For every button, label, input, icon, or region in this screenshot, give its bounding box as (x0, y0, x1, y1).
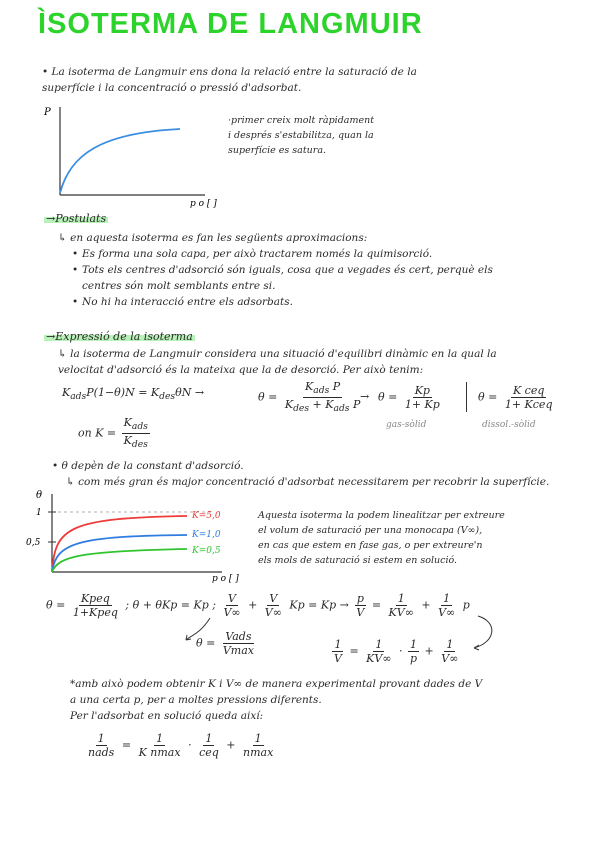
linearization-equation: θ = $\frac{\text{Kpeq}}{\text{1+Kpeq}}$ ; θ + θKp = Kp ; $\frac{V}{V\infty}$ + $\frac{V}{V\infty}$ Kp = Kp → $\frac{p}{V}$ = $\frac{1}{KV\infty}$ + $\frac{1}{V\infty}$ p (46, 592, 470, 619)
final-line-2: a una certa p, per a moltes pressions diferents. (70, 694, 322, 706)
graph1-note (228, 113, 428, 158)
curve-k-5 (52, 516, 187, 572)
graph2-note (258, 508, 558, 568)
graph2-note-line-2: el volum de saturació per una monocapa (V∞), (258, 525, 483, 536)
expressio-line-2: velocitat d'adsorció és la mateixa que la de desorció. Per això tenim: (58, 364, 424, 376)
arrow-1: → (360, 390, 370, 403)
inverse-volume-equation: $\frac{1}{V}$ = $\frac{1}{KV\infty}$ · $\frac{1}{p}$ + $\frac{1}{V\infty}$ (334, 638, 459, 665)
expressio-text (58, 346, 558, 378)
theta-dissolution-solid: θ = $\frac{\text{K ceq}}{\text{1+ Kceq}}$ (478, 384, 553, 411)
x-axis-label: p o [ ] (212, 574, 239, 584)
graph1-note-line-3: superfície es satura. (228, 145, 327, 156)
page-title: ÌSOTERMA DE LANGMUIR (38, 8, 423, 40)
curve-k-1 (52, 535, 187, 572)
theta-dependence-line-1: • θ depèn de la constant d'adsorció. (52, 460, 244, 472)
equilibrium-equation: $K_{ads}P(1-\theta)N = K_{des}\theta N$ → (62, 386, 205, 403)
theta-volume-definition: θ = $\frac{\text{Vads}}{Vmax}$ (196, 630, 254, 657)
arrow-to-inverse-eq (468, 612, 508, 652)
y-axis-label: P (44, 107, 51, 118)
theta-dependence-line-2: ↳ com més gran és major concentració d'adsorbat necessitarem per recobrir la superfície. (66, 476, 550, 488)
curve-k-05 (52, 549, 187, 572)
tick-label-1: 1 (36, 508, 42, 518)
legend-k-05: K=0,5 (192, 546, 221, 556)
separator (466, 382, 467, 412)
theta-expression-1: θ = $\frac{K_{ads} P}{K_{des} + K_{ads} P}$ (258, 380, 361, 415)
final-line-1: *amb això podem obtenir K i V∞ de manera experimental provant dades de V (70, 678, 483, 690)
intro-text (42, 64, 562, 96)
label-dissolution-solid: dissol.-sòlid (482, 420, 536, 430)
postulat-item-2: • Tots els centres d'adsorció són iguals, cosa que a vegades és cert, perquè els centres són molt semblants entre si. (72, 262, 558, 294)
k-definition: on K = $\frac{K_{ads}}{K_{des}}$ (78, 416, 148, 451)
postulats-heading: →Postulats (46, 212, 107, 225)
solution-equation: $\frac{1}{\text{nads}}$ = $\frac{1}{\text{K nmax}}$ · $\frac{1}{\text{ceq}}$ + $\frac{1}{nmax}$ (88, 732, 274, 759)
label-gas-solid: gas-sòlid (386, 420, 427, 430)
expressio-line-1: ↳ la isoterma de Langmuir considera una situació d'equilibri dinàmic en la qual la (58, 348, 497, 360)
graph2-note-line-4: els mols de saturació si estem en solució. (258, 555, 458, 566)
postulats-intro: ↳ en aquesta isoterma es fan les següents aproximacions: (58, 232, 368, 244)
final-line-3: Per l'adsorbat en solució queda així: (70, 710, 264, 722)
intro-line-2: superfície i la concentració o pressió d'adsorbat. (42, 82, 302, 94)
postulat-item-1: • Es forma una sola capa, per això tractarem només la quimisorció. (72, 246, 558, 262)
postulats-body (58, 230, 558, 310)
graph2-note-line-1: Aquesta isoterma la podem linealitzar per extreure (258, 510, 505, 521)
isotherm-curve (60, 129, 180, 193)
theta-gas-solid: θ = $\frac{Kp}{1+ Kp}$ (378, 384, 440, 411)
legend-k-5: K=5,0 (192, 511, 221, 521)
graph2-note-line-3: en cas que estem en fase gas, o per extreure'n (258, 540, 483, 551)
final-text (70, 676, 570, 724)
tick-label-05: 0,5 (26, 538, 41, 548)
y-axis-label: θ (36, 490, 43, 501)
postulat-item-3: • No hi ha interacció entre els adsorbats. (72, 294, 558, 310)
legend-k-1: K=1,0 (192, 530, 221, 540)
intro-line-1: • La isoterma de Langmuir ens dona la relació entre la saturació de la (42, 66, 417, 78)
theta-dependence (52, 458, 572, 490)
x-axis-label: p o [ ] (190, 199, 217, 209)
graph1-note-line-1: ·primer creix molt ràpidament (228, 115, 375, 126)
langmuir-graph-2 (22, 488, 254, 588)
langmuir-graph-1 (40, 105, 230, 210)
expressio-heading: →Expressió de la isoterma (46, 330, 193, 343)
graph1-note-line-2: i després s'estabilitza, quan la (228, 130, 374, 141)
